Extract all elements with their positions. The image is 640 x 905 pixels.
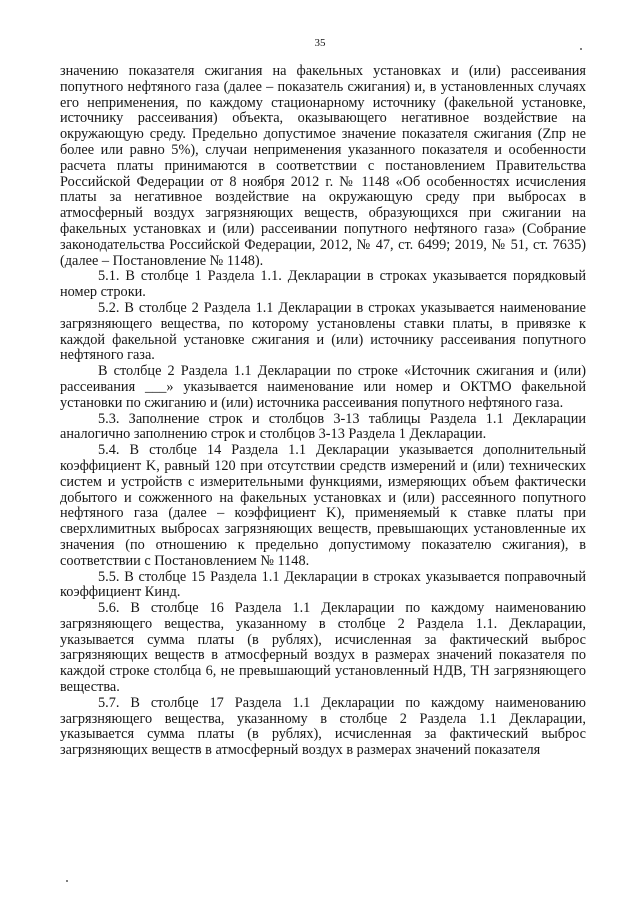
scan-speck (580, 48, 582, 50)
paragraph-5-2: 5.2. В столбце 2 Раздела 1.1 Декларации в строках указывается наименование загрязняющего вещества, по которому установлены ставки платы, в привязке к каждой факельной установке сжигания и (или) источнику рассеивания попутного нефтяного газа. (60, 299, 586, 364)
paragraph-5-2-column-2: В столбце 2 Раздела 1.1 Декларации по строке «Источник сжигания и (или) рассеивания ___» указывается наименование или номер и ОКТМО факельной установки по сжиганию и (или) источника рассеивания попутного нефтяного газа. (60, 363, 586, 411)
document-body (60, 64, 586, 759)
paragraph-5-7: 5.7. В столбце 17 Раздела 1.1 Декларации по каждому наименованию загрязняющего вещества, указанному в столбце 2 Раздела 1.1 Декларации, указывается сумма платы (в рублях), исчисленная за фактический выброс загрязняющих веществ в атмосферный воздух в размерах значений показателя (60, 694, 586, 759)
page-number: 35 (314, 37, 326, 49)
paragraph-continuation: значению показателя сжигания на факельных установках и (или) рассеивания попутного нефтяного газа (далее – показатель сжигания) и, в установленных случаях его неприменения, по каждому стационарному источнику (факельной установке, источнику рассеивания) объекта, оказывающего негативное воздействие на окружающую среду. Предельно допустимое значение показателя сжигания (Zпр не более или равно 5%), случаи неприменения указанного показателя и особенности расчета платы принимаются в соответствии с постановлением Правительства Российской Федерации от 8 ноября 2012 г. № 1148 «Об особенностях исчисления платы за негативное воздействие на окружающую среду при выбросах в атмосферный воздух загрязняющих веществ, образующихся при сжигании на факельных установках и (или) рассеивании попутного нефтяного газа» (Собрание законодательства Российской Федерации, 2012, № 47, ст. 6499; 2019, № 51, ст. 7635) (далее – Постановление № 1148). (60, 63, 586, 269)
paragraph-5-1: 5.1. В столбце 1 Раздела 1.1. Декларации в строках указывается порядковый номер строки. (60, 268, 586, 301)
scan-speck (66, 880, 68, 882)
paragraph-5-4: 5.4. В столбце 14 Раздела 1.1 Декларации указывается дополнительный коэффициент K, равный 120 при отсутствии средств измерений и (или) технических систем и устройств с измерительными функциями, измеряющих объем фактически добытого и сожженного на факельных установках и (или) рассеянного попутного нефтяного газа (далее – коэффициент K), применяемый к ставке платы при сверхлимитных выбросах загрязняющих веществ, превышающих установленные их значения (по отношению к предельно допустимому показателю сжигания), в соответствии с Постановлением № 1148. (60, 442, 586, 569)
paragraph-5-5: 5.5. В столбце 15 Раздела 1.1 Декларации в строках указывается поправочный коэффициент Кинд. (60, 568, 586, 601)
paragraph-5-3: 5.3. Заполнение строк и столбцов 3-13 таблицы Раздела 1.1 Декларации аналогично заполнению строк и столбцов 3-13 Раздела 1 Декларации. (60, 410, 586, 443)
paragraph-5-6: 5.6. В столбце 16 Раздела 1.1 Декларации по каждому наименованию загрязняющего вещества, указанному в столбце 2 Раздела 1.1. Декларации, указывается сумма платы (в рублях), исчисленная за фактический выброс загрязняющих веществ в атмосферный воздух в размерах значений показателя по каждой строке столбца 6, не превышающий установленный НДВ, ТН загрязняющего вещества. (60, 600, 586, 696)
